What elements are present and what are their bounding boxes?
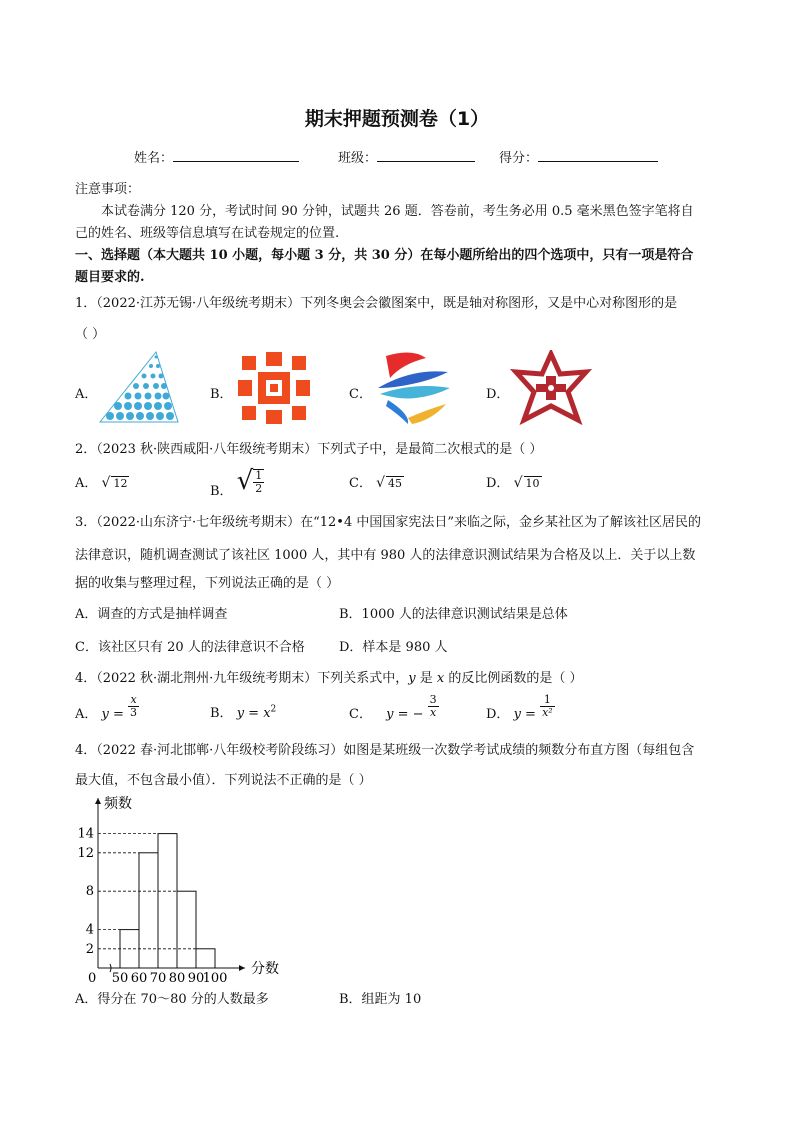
score-field[interactable]: 得分： [499,147,658,166]
question-3-text: 法律意识，随机调查测试了该社区 1000 人，其中有 980 人的法律意识测试结果为合格及以上．关于以上数 [75,548,696,563]
x-tick-label: 100 [202,971,228,982]
option-a[interactable]: A． y = $\frac{x}{3}$ [75,693,138,722]
x-tick-label: 70 [149,971,167,982]
question-3-text: 3．（2022·山东济宁·七年级统考期末）在“12•4 中国国家宪法日”来临之际，金乡某社区为了解该社区居民的 [75,515,702,530]
notice-line: 本试卷满分 120 分，考试时间 90 分钟，试题共 26 题．答卷前，考生务必用 0.5 毫米黑色签字笔将自 [101,204,694,219]
option-b[interactable]: B． √ $\frac{1}{2}$ [210,466,263,499]
y-tick-label: 4 [85,922,94,938]
x-tick-label: 60 [130,971,148,982]
option-d[interactable]: D． y = $\frac{1}{\text{x²}}$ [486,693,553,722]
option-a[interactable]: A． √ 12 [75,475,128,491]
y-tick-label: 14 [77,826,94,842]
histogram-bar [158,834,177,968]
x-axis-arrow-icon [239,965,245,971]
section-heading: 题目要求的. [75,270,145,285]
option-b-label: B． [210,387,233,402]
option-d[interactable]: D．样本是 980 人 [339,640,448,655]
question-5-text: 最大值，不包含最小值）．下列说法不正确的是（ ） [75,773,372,788]
question-4-text: 4．（2022 秋·湖北荆州·九年级统考期末）下列关系式中，y 是 x 的反比例函数的是（ ） [75,671,583,686]
notice-line: 己的姓名、班级等信息填写在试卷规定的位置. [75,226,340,241]
origin-label: 0 [88,971,97,982]
y-tick-label: 2 [85,941,94,957]
y-axis-label: 频数 [104,796,132,812]
option-c[interactable]: C． √ 45 [349,475,403,491]
x-tick-label: 90 [187,971,205,982]
y-tick-label: 12 [77,845,94,861]
histogram-bar [139,853,158,968]
option-b[interactable]: B．1000 人的法律意识测试结果是总体 [339,607,568,622]
radical-icon: √ [101,475,111,491]
option-c[interactable]: C． y = − $\frac{3}{x}$ [349,693,437,722]
radical-icon: √ [376,475,386,491]
emblem-c-icon [372,348,452,428]
option-c-label: C． [349,387,372,402]
question-1-text: 1．（2022·江苏无锡·八年级统考期末）下列冬奥会会徽图案中，既是轴对称图形，又是中心对称图形的是 [75,296,678,311]
question-1-paren: （ ） [75,327,106,342]
histogram-bar [196,949,215,968]
section-heading: 一、选择题（本大题共 10 小题，每小题 3 分，共 30 分）在每小题所给出的四个选项中，只有一项是符合 [75,248,694,263]
option-a[interactable]: A．得分在 70～80 分的人数最多 [75,992,269,1007]
y-tick-label: 8 [85,884,94,900]
question-5-text: 4．（2022 春·河北邯郸·八年级校考阶段练习）如图是某班级一次数学考试成绩的频数分布直方图（每组包含 [75,743,695,758]
class-field[interactable]: 班级： [338,147,475,166]
emblem-a-icon [96,350,184,426]
option-c[interactable]: C．该社区只有 20 人的法律意识不合格 [75,640,305,655]
radical-icon: √ [236,466,254,496]
histogram-chart [70,790,310,982]
option-a[interactable]: A．调查的方式是抽样调查 [75,607,228,622]
option-b[interactable]: B． $y = x^2$ [210,704,277,721]
name-field[interactable]: 姓名： [134,147,299,166]
option-d-label: D． [486,387,510,402]
notice-heading: 注意事项： [75,182,141,197]
emblem-b-icon [234,350,314,426]
option-d[interactable]: D． √ 10 [486,475,540,491]
option-b[interactable]: B．组距为 10 [339,992,422,1007]
x-axis-label: 分数 [251,961,279,977]
radical-icon: √ [513,475,523,491]
question-3-text: 据的收集与整理过程，下列说法正确的是（ ） [75,576,340,591]
question-2-text: 2．（2023 秋·陕西咸阳·八年级统考期末）下列式子中，是最简二次根式的是（ ） [75,442,543,457]
x-tick-label: 80 [168,971,186,982]
emblem-d-icon [510,350,592,426]
page-title: 期末押题预测卷（1） [304,108,490,130]
histogram-bar [177,891,196,968]
x-tick-label: 50 [111,971,129,982]
option-a-label: A． [75,387,98,402]
y-axis-arrow-icon [95,798,101,804]
